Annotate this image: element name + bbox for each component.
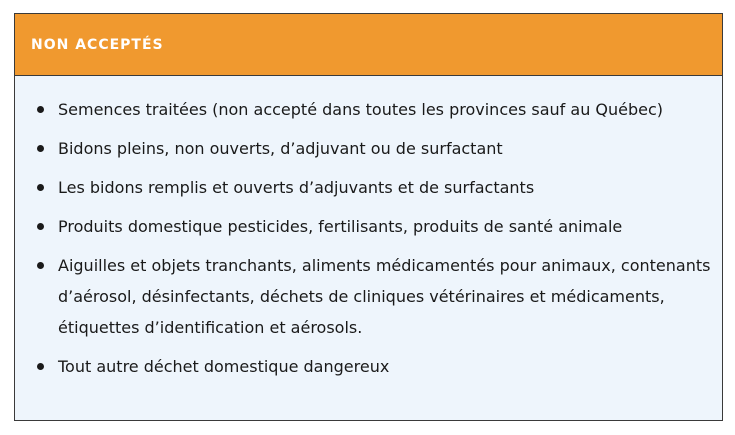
list-item-text: Les bidons remplis et ouverts d’adjuvants et de surfactants bbox=[58, 178, 535, 197]
list-item bbox=[15, 250, 722, 343]
list-item-text: Bidons pleins, non ouverts, d’adjuvant ou de surfactant bbox=[58, 139, 503, 158]
list-item bbox=[15, 351, 722, 382]
bullet-icon bbox=[37, 363, 44, 370]
bullet-icon bbox=[37, 145, 44, 152]
not-accepted-panel bbox=[14, 13, 723, 421]
list-item-text: Aiguilles et objets tranchants, aliments médicamentés pour animaux, contenants d’aérosol, désinfectants, déchets de cliniques vétérinaires et médicaments, étiquettes d’identification et aérosols. bbox=[58, 256, 711, 337]
list-item bbox=[15, 172, 722, 203]
bullet-icon bbox=[37, 262, 44, 269]
panel-title: NON ACCEPTÉS bbox=[31, 36, 164, 53]
list-item bbox=[15, 94, 722, 125]
bullet-icon bbox=[37, 223, 44, 230]
panel-header bbox=[15, 14, 722, 76]
not-accepted-list bbox=[15, 94, 722, 390]
bullet-icon bbox=[37, 106, 44, 113]
list-item-text: Semences traitées (non accepté dans toutes les provinces sauf au Québec) bbox=[58, 100, 664, 119]
list-item-text: Produits domestique pesticides, fertilisants, produits de santé animale bbox=[58, 217, 623, 236]
list-item bbox=[15, 211, 722, 242]
bullet-icon bbox=[37, 184, 44, 191]
list-item-text: Tout autre déchet domestique dangereux bbox=[58, 357, 390, 376]
list-item bbox=[15, 133, 722, 164]
